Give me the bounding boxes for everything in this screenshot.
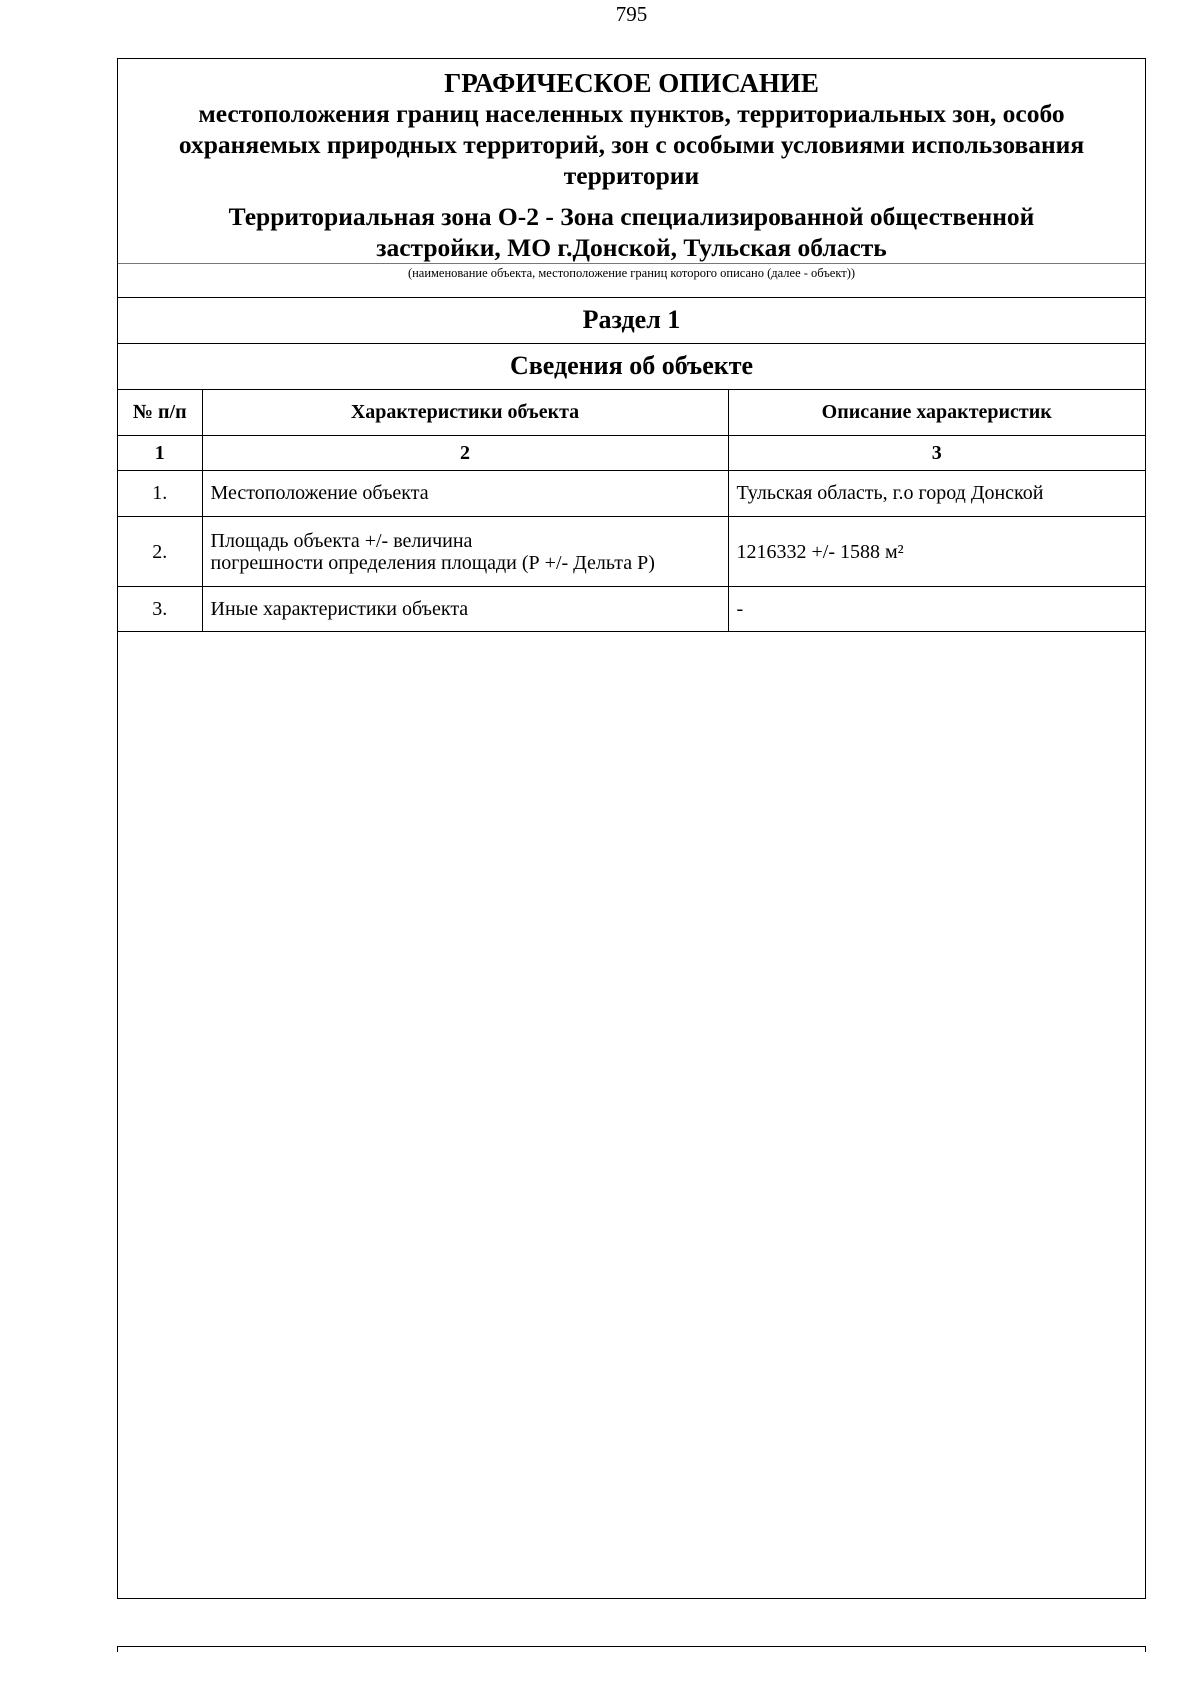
- column-number: 3: [728, 436, 1145, 471]
- characteristic-text: погрешности определения площади (Р +/- Дельта Р): [210, 551, 655, 574]
- section-title: Раздел 1: [118, 297, 1145, 343]
- row-description: -: [728, 587, 1145, 632]
- object-name-line: Территориальная зона О-2 - Зона специализированной общественной: [228, 202, 1035, 231]
- page-number: 795: [615, 2, 648, 26]
- row-description: Тульская область, г.о город Донской: [728, 471, 1145, 517]
- document-title: ГРАФИЧЕСКОЕ ОПИСАНИЕ: [444, 68, 819, 98]
- next-frame-edge: [117, 1646, 1146, 1652]
- column-number-row: [118, 436, 1145, 471]
- table-row: [118, 471, 1145, 517]
- column-number: 2: [202, 436, 728, 471]
- object-name: [118, 201, 1145, 263]
- characteristic-text: Площадь объекта +/- величина: [210, 529, 473, 552]
- document-subtitle: [118, 98, 1145, 191]
- subtitle-line: местоположения границ населенных пунктов, территориальных зон, особо: [198, 99, 1065, 128]
- object-name-line: застройки, МО г.Донской, Тульская область: [376, 233, 887, 262]
- characteristic-text: Местоположение объекта: [210, 482, 429, 504]
- object-info-table: [118, 389, 1145, 632]
- header-description: Описание характеристик: [728, 390, 1145, 436]
- section-subtitle: Сведения об объекте: [118, 343, 1145, 389]
- header-characteristic: Характеристики объекта: [202, 390, 728, 436]
- table-header-row: [118, 390, 1145, 436]
- row-characteristic: [202, 517, 728, 587]
- subtitle-line: территории: [563, 161, 700, 190]
- header-number: № п/п: [118, 390, 202, 436]
- table-row: [118, 517, 1145, 587]
- document-frame: [117, 58, 1146, 1599]
- row-characteristic: [202, 471, 728, 517]
- row-characteristic: [202, 587, 728, 632]
- title-block: [118, 69, 1145, 297]
- column-number: 1: [118, 436, 202, 471]
- row-number: 1.: [118, 471, 202, 517]
- subtitle-line: охраняемых природных территорий, зон с особыми условиями использования: [178, 130, 1085, 159]
- object-caption: (наименование объекта, местоположение границ которого описано (далее - объект)): [118, 263, 1145, 297]
- row-description: 1216332 +/- 1588 м²: [728, 517, 1145, 587]
- row-number: 2.: [118, 517, 202, 587]
- table-row: [118, 587, 1145, 632]
- characteristic-text: Иные характеристики объекта: [210, 597, 469, 620]
- row-number: 3.: [118, 587, 202, 632]
